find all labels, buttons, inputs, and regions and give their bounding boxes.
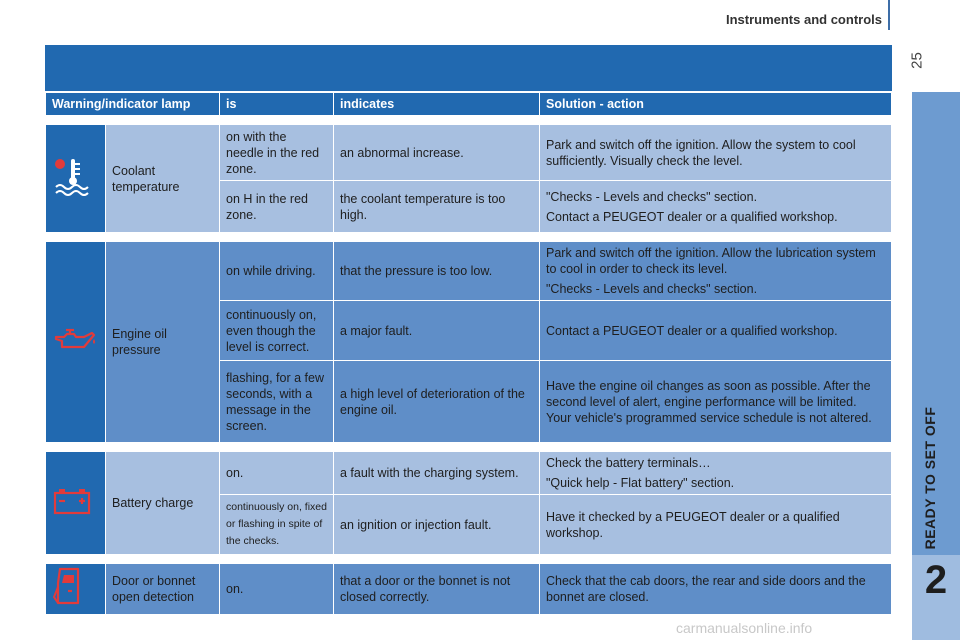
battery-icon-cell — [46, 452, 106, 555]
oil-icon-cell — [46, 242, 106, 443]
is-cell: continuously on, even though the level is correct. — [220, 301, 334, 361]
solution-cell — [540, 452, 892, 495]
solution-line: Park and switch off the ignition. Allow the lubrication system to cool in order to check its level. — [546, 246, 876, 276]
solution-line: "Checks - Levels and checks" section. — [546, 189, 758, 204]
indicates-cell: the coolant temperature is too high. — [334, 181, 540, 233]
indicates-cell: that the pressure is too low. — [334, 242, 540, 301]
coolant-icon-cell — [46, 125, 106, 233]
table-row — [46, 125, 892, 181]
header-solution: Solution - action — [540, 93, 892, 116]
lamp-name: Engine oil pressure — [106, 242, 220, 443]
solution-cell — [540, 242, 892, 301]
is-cell: on. — [220, 452, 334, 495]
solution-cell — [540, 181, 892, 233]
table-row — [46, 242, 892, 301]
door-open-icon — [52, 567, 82, 607]
coolant-temperature-icon — [52, 157, 92, 197]
section-title: Instruments and controls — [725, 12, 882, 27]
table-banner — [45, 45, 892, 91]
solution-cell — [540, 361, 892, 443]
header-divider — [888, 0, 890, 30]
solution-line: Check that the cab doors, the rear and side doors and the bonnet are closed. — [546, 574, 866, 604]
solution-cell — [540, 564, 892, 615]
table-row — [46, 452, 892, 495]
header-lamp: Warning/indicator lamp — [46, 93, 220, 116]
indicates-cell: a major fault. — [334, 301, 540, 361]
indicates-cell: that a door or the bonnet is not closed correctly. — [334, 564, 540, 615]
solution-line: "Quick help - Flat battery" section. — [546, 476, 735, 490]
is-cell: continuously on, fixed or flashing in spite of the checks. — [220, 495, 334, 555]
warning-lamp-table — [45, 92, 892, 615]
solution-line: Have it checked by a PEUGEOT dealer or a qualified workshop. — [546, 509, 840, 540]
solution-line: Contact a PEUGEOT dealer or a qualified workshop. — [546, 209, 838, 224]
solution-line: Have the engine oil changes as soon as possible. After the second level of alert, engine performance will be limited. Your vehicle's programmed service schedule is not altered. — [546, 378, 872, 425]
is-cell: on. — [220, 564, 334, 615]
indicates-cell: a fault with the charging system. — [334, 452, 540, 495]
solution-line: "Checks - Levels and checks" section. — [546, 282, 758, 296]
lamp-name: Coolant temperature — [106, 125, 220, 233]
solution-line: Check the battery terminals… — [546, 456, 711, 470]
table-header-row — [46, 93, 892, 116]
is-cell: on H in the red zone. — [220, 181, 334, 233]
page-number: 25 — [908, 52, 926, 69]
is-cell: on while driving. — [220, 242, 334, 301]
solution-line: Park and switch off the ignition. Allow the system to cool sufficiently. Visually check the level. — [546, 137, 856, 168]
is-cell: on with the needle in the red zone. — [220, 125, 334, 181]
solution-line: Contact a PEUGEOT dealer or a qualified workshop. — [546, 323, 838, 338]
lamp-name: Battery charge — [106, 452, 220, 555]
oil-can-icon — [52, 325, 96, 355]
solution-cell — [540, 301, 892, 361]
watermark: carmanualsonline.info — [676, 620, 813, 636]
table-row — [46, 564, 892, 615]
chapter-title: READY TO SET OFF — [922, 406, 938, 550]
door-icon-cell — [46, 564, 106, 615]
battery-icon — [52, 487, 92, 515]
header-indicates: indicates — [334, 93, 540, 116]
indicates-cell: an abnormal increase. — [334, 125, 540, 181]
indicates-cell: an ignition or injection fault. — [334, 495, 540, 555]
is-cell: flashing, for a few seconds, with a message in the screen. — [220, 361, 334, 443]
chapter-number: 2 — [924, 558, 948, 602]
header-is: is — [220, 93, 334, 116]
indicates-cell: a high level of deterioration of the engine oil. — [334, 361, 540, 443]
lamp-name: Door or bonnet open detection — [106, 564, 220, 615]
solution-cell — [540, 495, 892, 555]
solution-cell — [540, 125, 892, 181]
